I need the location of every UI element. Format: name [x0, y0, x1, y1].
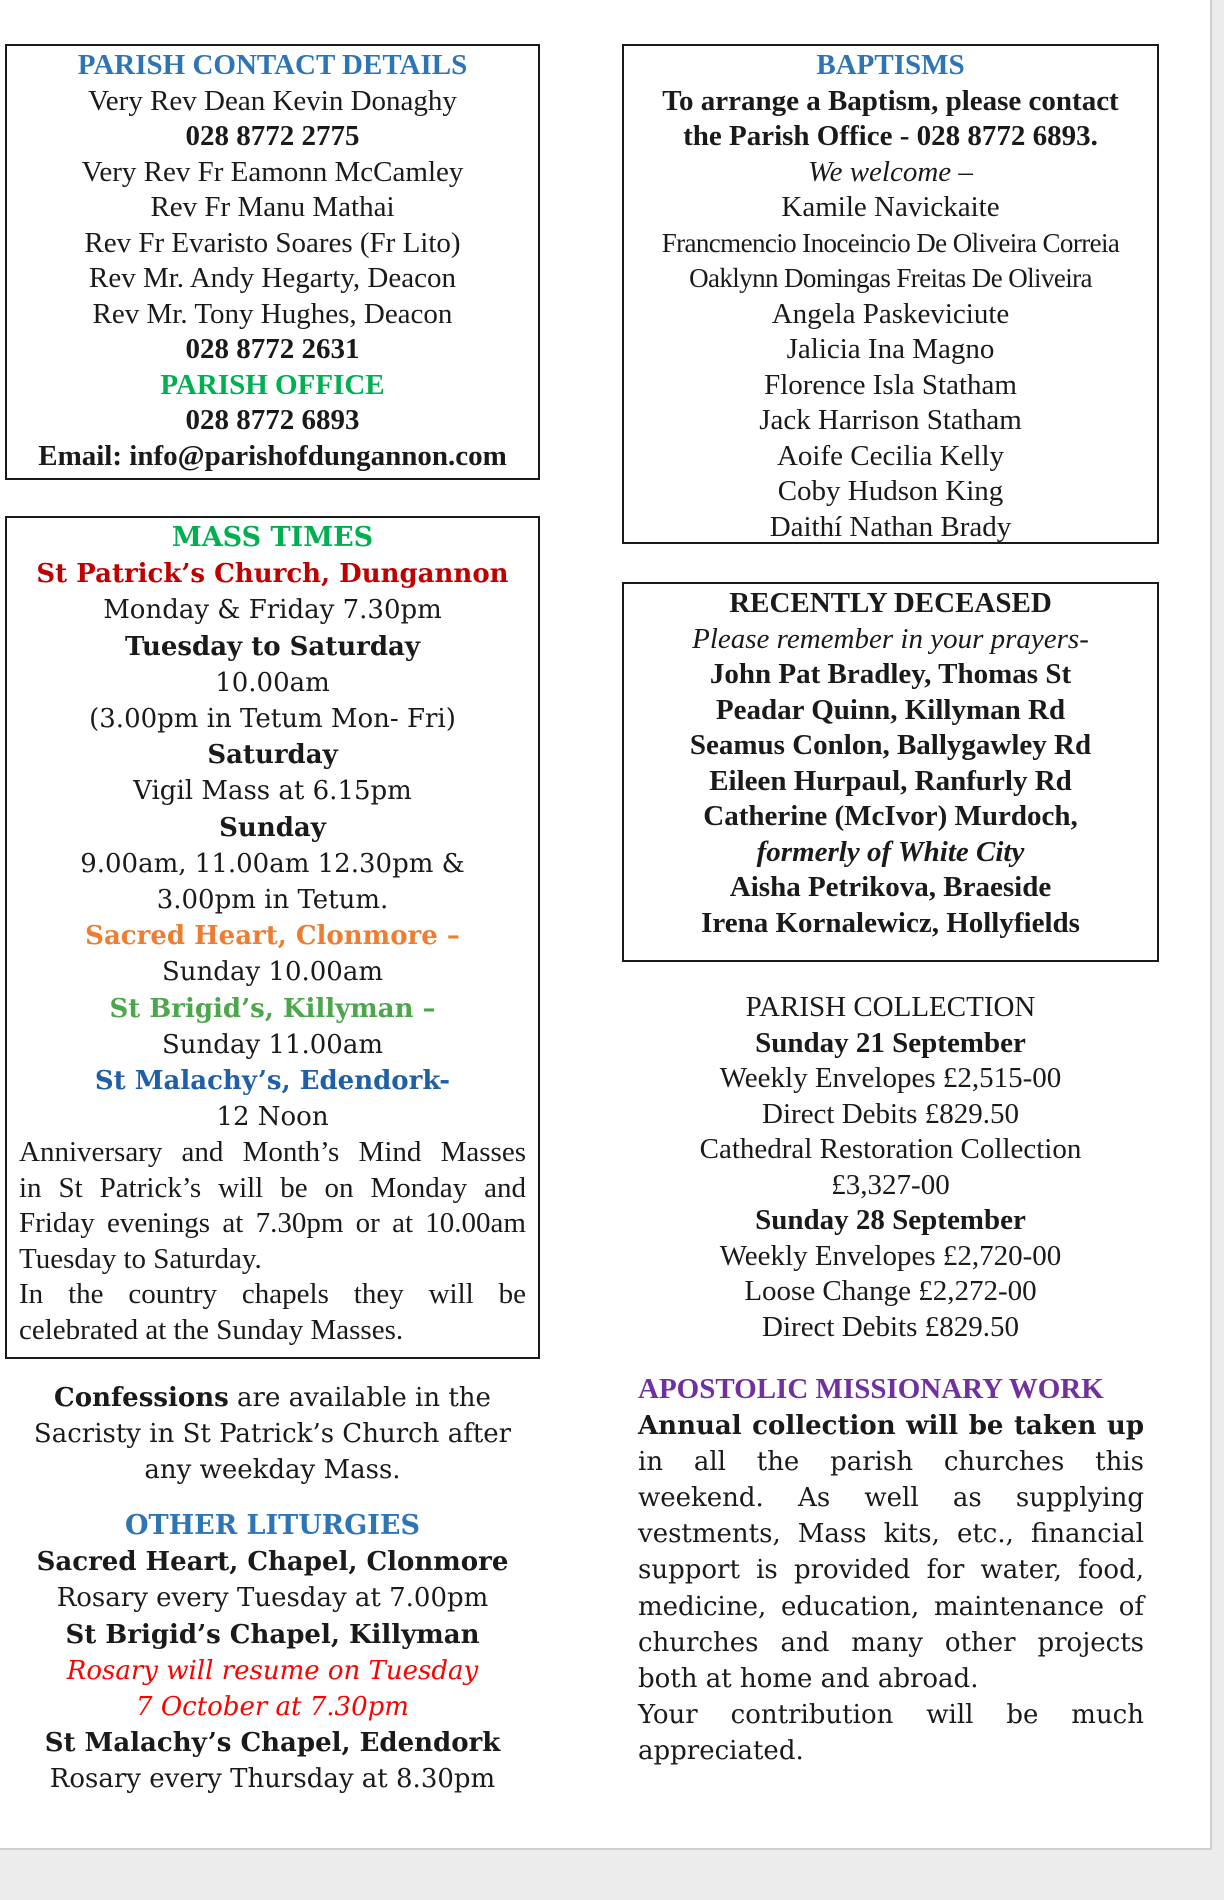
baptism-name: Florence Isla Statham [764, 368, 1017, 401]
mass-day: Tuesday to Saturday [124, 631, 420, 662]
baptism-name: Francmencio Inoceincio De Oliveira Correia [661, 227, 1120, 258]
rosary-time: Rosary every Thursday at 8.30pm [49, 1764, 496, 1795]
mass-heading: MASS TIMES [171, 522, 374, 553]
rosary-note: 7 October at 7.30pm [136, 1692, 409, 1723]
collection-section [622, 990, 1159, 1345]
apostolic-line: appreciated. [638, 1736, 804, 1767]
deceased-name: Seamus Conlon, Ballygawley Rd [689, 729, 1092, 761]
chapel-name: St Malachy’s Chapel, Edendork [44, 1728, 501, 1759]
collection-line: Direct Debits £829.50 [762, 1310, 1019, 1343]
collection-date: Sunday 21 September [755, 1026, 1026, 1059]
baptism-name: Daithí Nathan Brady [769, 510, 1012, 543]
baptism-name: Oaklynn Domingas Freitas De Oliveira [689, 263, 1092, 293]
mass-times-box [5, 516, 540, 1359]
contact-line: Very Rev Dean Kevin Donaghy [88, 84, 457, 117]
deceased-name: John Pat Bradley, Thomas St [709, 658, 1072, 690]
office-phone: 028 8772 6893 [185, 404, 360, 436]
baptism-name: Coby Hudson King [777, 475, 1004, 507]
deceased-intro: Please remember in your prayers- [692, 622, 1089, 655]
note-line: Friday evenings at 7.30pm or at 10.00am [19, 1207, 526, 1240]
baptisms-box [622, 44, 1159, 544]
baptism-name: Aoife Cecilia Kelly [776, 439, 1005, 472]
confessions-line: any weekday Mass. [144, 1455, 401, 1486]
baptism-instructions: the Parish Office - 028 8772 6893. [683, 120, 1098, 152]
collection-line: Weekly Envelopes £2,515-00 [719, 1062, 1062, 1094]
mass-time: Sunday 10.00am [162, 957, 383, 988]
note-line: Tuesday to Saturday. [19, 1242, 262, 1275]
collection-heading: PARISH COLLECTION [745, 991, 1036, 1023]
apostolic-line: support is provided for water, food, [638, 1555, 1144, 1586]
contact-email[interactable]: Email: info@parishofdungannon.com [38, 439, 507, 472]
deceased-name: Aisha Petrikova, Braeside [729, 871, 1052, 903]
contact-line: Rev Fr Manu Mathai [150, 191, 395, 223]
baptism-name: Jack Harrison Statham [759, 404, 1022, 436]
anniversary-note [19, 1135, 526, 1348]
rosary-note: Rosary will resume on Tuesday [66, 1655, 479, 1686]
church-sacred-heart: Sacred Heart, Clonmore – [85, 921, 460, 952]
mass-time: 9.00am, 11.00am 12.30pm & [80, 848, 465, 879]
apostolic-line: in all the parish churches this [638, 1446, 1144, 1477]
collection-line: Weekly Envelopes £2,720-00 [719, 1239, 1062, 1272]
note-line: celebrated at the Sunday Masses. [19, 1313, 404, 1346]
confessions-line: Sacristy in St Patrick’s Church after [33, 1419, 512, 1450]
apostolic-line: churches and many other projects [638, 1627, 1144, 1658]
contact-line: Rev Mr. Andy Hegarty, Deacon [89, 262, 456, 294]
contact-phone: 028 8772 2631 [185, 333, 360, 365]
collection-line: Loose Change £2,272-00 [744, 1275, 1037, 1307]
church-st-brigids: St Brigid’s, Killyman – [109, 993, 436, 1024]
baptism-instructions: To arrange a Baptism, please contact [662, 84, 1119, 117]
baptism-name: Angela Paskeviciute [771, 297, 1010, 330]
confessions-section [10, 1380, 535, 1489]
note-line: Anniversary and Month’s Mind Masses [19, 1136, 526, 1169]
collection-date: Sunday 28 September [755, 1204, 1026, 1236]
apostolic-section [638, 1372, 1144, 1770]
deceased-name: Irena Kornalewicz, Hollyfields [701, 906, 1080, 939]
baptisms-heading: BAPTISMS [816, 49, 965, 81]
welcome-label: We welcome – [808, 155, 973, 188]
confessions-line [10, 1380, 535, 1416]
collection-line: Cathedral Restoration Collection [699, 1133, 1082, 1165]
apostolic-line: weekend. As well as supplying [638, 1482, 1144, 1513]
apostolic-body [638, 1408, 1144, 1770]
mass-time: 10.00am [215, 667, 330, 698]
note-line: In the country chapels they will be [19, 1278, 526, 1311]
other-liturgies-section [10, 1508, 535, 1798]
deceased-name: Peadar Quinn, Killyman Rd [715, 693, 1066, 726]
office-heading: PARISH OFFICE [160, 368, 385, 401]
mass-day: Sunday [219, 812, 326, 843]
note-line: in St Patrick’s will be on Monday and [19, 1171, 526, 1204]
mass-time: Vigil Mass at 6.15pm [133, 776, 412, 807]
contact-line: Rev Fr Evaristo Soares (Fr Lito) [84, 226, 461, 259]
liturgies-heading: OTHER LITURGIES [125, 1510, 420, 1541]
baptism-name: Jalicia Ina Magno [786, 333, 995, 365]
deceased-name: Eileen Hurpaul, Ranfurly Rd [709, 764, 1072, 797]
apostolic-line: Your contribution will be much [638, 1700, 1144, 1731]
deceased-formerly: formerly of White City [756, 835, 1025, 868]
mass-time: 12 Noon [216, 1102, 329, 1133]
contact-heading: PARISH CONTACT DETAILS [77, 49, 468, 81]
mass-time: Sunday 11.00am [162, 1029, 383, 1060]
deceased-box [622, 582, 1159, 962]
collection-line: £3,327-00 [831, 1168, 950, 1201]
contact-phone: 028 8772 2775 [185, 120, 360, 152]
church-st-patricks: St Patrick’s Church, Dungannon [36, 559, 509, 590]
mass-time: Monday & Friday 7.30pm [103, 595, 442, 626]
baptism-name: Kamile Navickaite [781, 191, 1000, 223]
deceased-name: Catherine (McIvor) Murdoch, [703, 800, 1078, 832]
deceased-heading: RECENTLY DECEASED [729, 587, 1052, 619]
rosary-time: Rosary every Tuesday at 7.00pm [56, 1583, 489, 1614]
contact-box [5, 44, 540, 480]
collection-line: Direct Debits £829.50 [762, 1097, 1019, 1130]
apostolic-line: both at home and abroad. [638, 1663, 979, 1694]
chapel-name: Sacred Heart, Chapel, Clonmore [36, 1547, 509, 1578]
contact-line: Very Rev Fr Eamonn McCamley [81, 155, 464, 188]
apostolic-line: vestments, Mass kits, etc., financial [638, 1519, 1144, 1550]
contact-line: Rev Mr. Tony Hughes, Deacon [92, 297, 453, 330]
apostolic-line: medicine, education, maintenance of [638, 1591, 1144, 1622]
confessions-bold: Confessions [54, 1383, 229, 1413]
apostolic-line: Annual collection will be taken up [638, 1410, 1144, 1441]
apostolic-heading: APOSTOLIC MISSIONARY WORK [638, 1373, 1104, 1405]
mass-time: (3.00pm in Tetum Mon- Fri) [89, 704, 456, 735]
church-st-malachys: St Malachy’s, Edendork- [94, 1066, 451, 1097]
mass-time: 3.00pm in Tetum. [156, 885, 389, 916]
chapel-name: St Brigid’s Chapel, Killyman [65, 1619, 480, 1650]
confessions-text: are available in the [228, 1383, 491, 1413]
mass-day: Saturday [207, 740, 338, 771]
